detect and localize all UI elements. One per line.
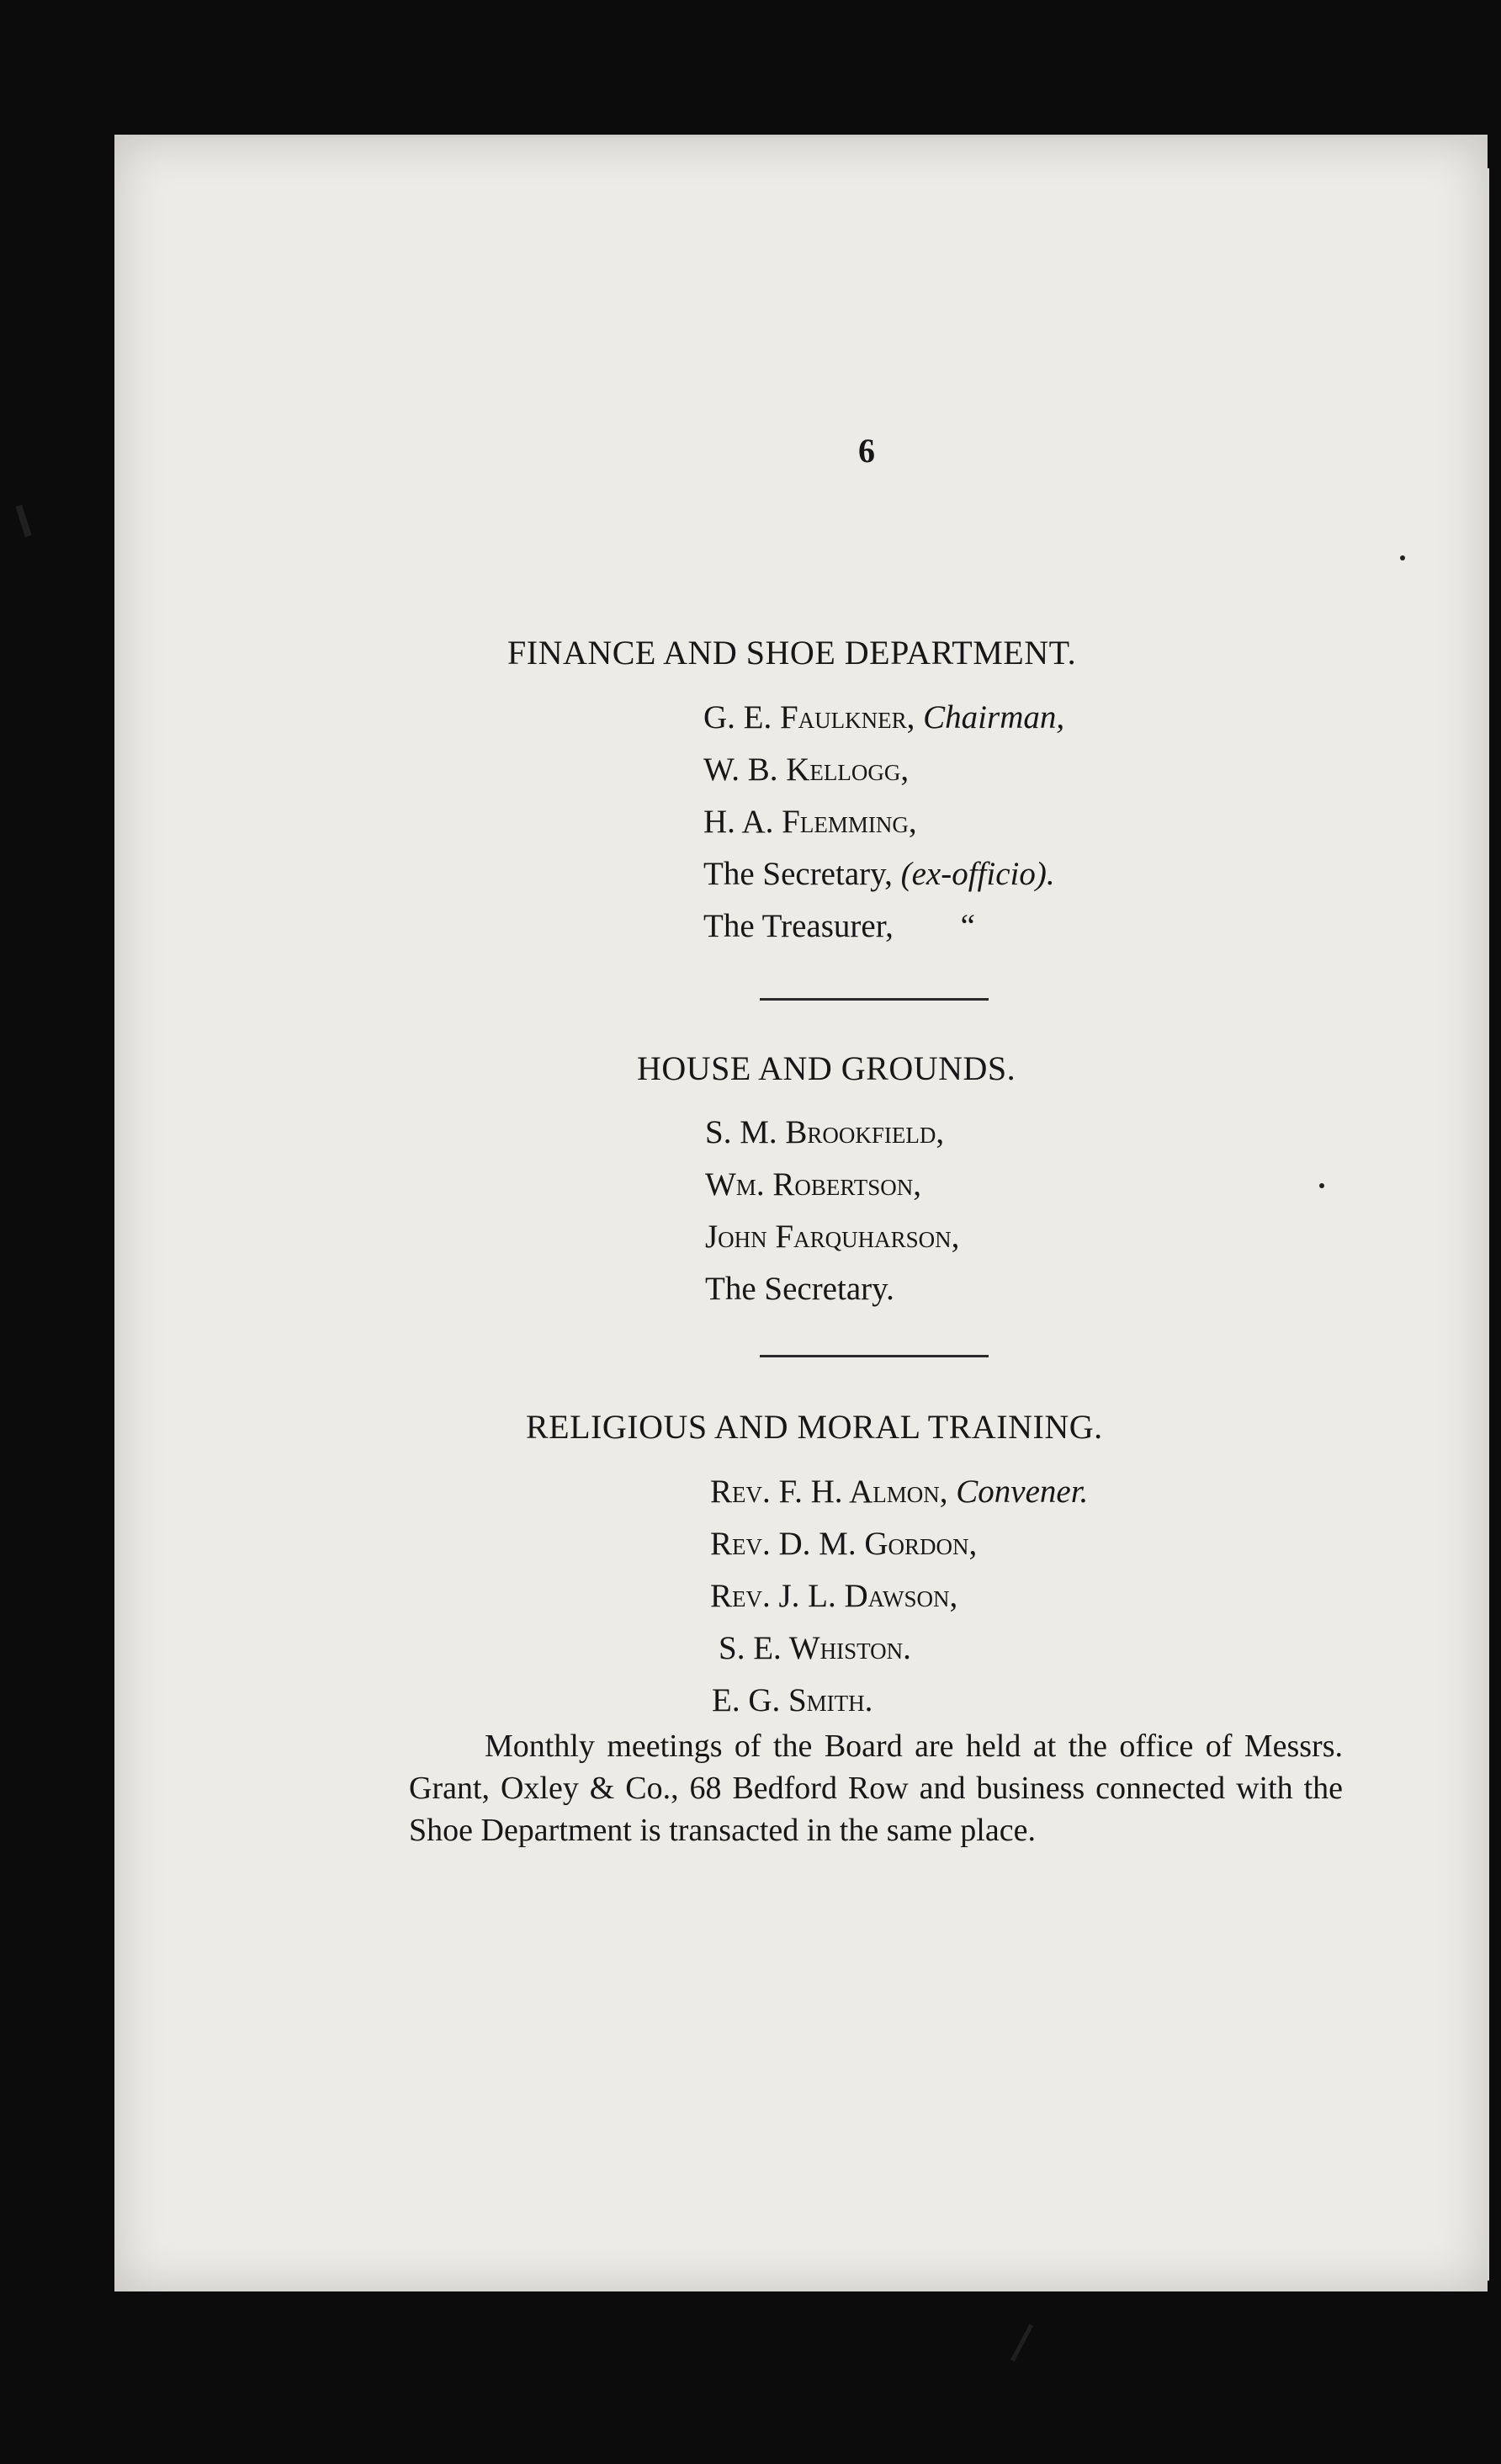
member-role: Convener. — [956, 1474, 1089, 1510]
member-role: Chairman, — [923, 699, 1065, 735]
member-name: Rev. D. M. Gordon, — [710, 1526, 978, 1562]
member-line — [703, 855, 1055, 893]
member-name: The Secretary. — [705, 1271, 894, 1307]
member-line — [719, 1629, 911, 1667]
member-name: The Treasurer, — [703, 908, 894, 944]
member-line — [705, 1113, 944, 1151]
member-name: S. M. Brookfield, — [705, 1114, 945, 1150]
member-line — [703, 698, 1064, 736]
member-line — [710, 1473, 1088, 1511]
member-name: E. G. Smith. — [712, 1682, 873, 1718]
member-name: W. B. Kellogg, — [703, 751, 910, 788]
member-line — [703, 907, 975, 945]
member-name: Rev. J. L. Dawson, — [710, 1578, 958, 1614]
member-name: The Secretary, — [703, 856, 893, 892]
member-line — [703, 803, 917, 841]
scan-speck — [15, 505, 31, 538]
member-role: “ — [960, 908, 975, 944]
member-line — [705, 1218, 959, 1256]
member-line — [710, 1525, 977, 1563]
member-name: John Farquharson, — [705, 1219, 960, 1255]
member-name: S. E. Whiston. — [719, 1630, 911, 1666]
page-number: 6 — [858, 432, 875, 470]
section-divider — [760, 1355, 989, 1357]
paper-sheet — [114, 135, 1488, 2291]
scan-speck — [1010, 2324, 1033, 2362]
member-name: Rev. F. H. Almon, — [710, 1474, 948, 1510]
member-line — [705, 1166, 921, 1203]
member-role: (ex-officio). — [900, 856, 1055, 892]
member-line — [710, 1577, 957, 1615]
member-line — [712, 1681, 872, 1719]
member-line — [703, 751, 909, 789]
section-heading-religious: RELIGIOUS AND MORAL TRAINING. — [526, 1408, 1103, 1446]
meeting-note: Monthly meetings of the Board are held at the office of Messrs. Grant, Oxley & Co., 68 Bedford Row and business connected with the Shoe Department is transacted in the same place. — [409, 1729, 1343, 1848]
section-divider — [760, 998, 989, 1001]
section-heading-house: HOUSE AND GROUNDS. — [637, 1049, 1016, 1087]
scan-speck — [1319, 1183, 1324, 1188]
section-heading-finance: FINANCE AND SHOE DEPARTMENT. — [507, 634, 1077, 672]
member-name: H. A. Flemming, — [703, 804, 917, 840]
scan-speck — [1400, 555, 1405, 560]
member-line — [705, 1270, 894, 1308]
member-name: Wm. Robertson, — [705, 1166, 921, 1203]
member-name: G. E. Faulkner, — [703, 699, 915, 735]
